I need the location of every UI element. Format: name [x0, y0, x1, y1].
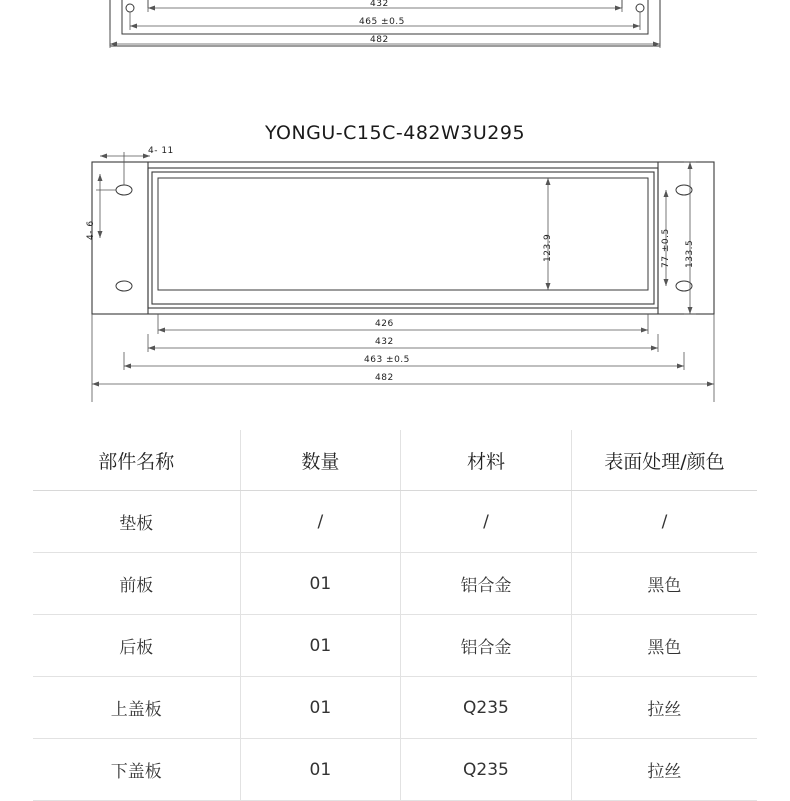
table-header-row	[33, 430, 757, 491]
main-dim-77: 77 ±0.5	[661, 228, 671, 268]
main-dim-133-5: 133.5	[685, 239, 695, 268]
table-cell: Q235	[401, 677, 572, 739]
spec-table	[33, 430, 757, 801]
table-cell: 黑色	[571, 615, 757, 677]
top-dim-432: 432	[370, 0, 389, 9]
table-cell: 01	[240, 553, 401, 615]
table-row	[33, 739, 757, 801]
main-dim-123-9: 123.9	[543, 233, 553, 262]
table-cell: 下盖板	[33, 739, 240, 801]
table-cell: 拉丝	[571, 677, 757, 739]
top-dim-482: 482	[370, 35, 389, 45]
main-dim-463: 463 ±0.5	[364, 355, 410, 365]
table-cell: 01	[240, 677, 401, 739]
table-header-cell: 数量	[240, 430, 401, 491]
main-dim-426: 426	[375, 319, 394, 329]
table-row	[33, 615, 757, 677]
main-drawing	[0, 152, 790, 412]
main-dim-4-6: 4- 6	[86, 220, 96, 240]
table-cell: Q235	[401, 739, 572, 801]
main-dim-482: 482	[375, 373, 394, 383]
table-header-cell: 材料	[401, 430, 572, 491]
table-cell: 前板	[33, 553, 240, 615]
main-dim-4-11: 4- 11	[148, 146, 174, 156]
table-cell: 上盖板	[33, 677, 240, 739]
table-row	[33, 491, 757, 553]
table-header-cell: 表面处理/颜色	[571, 430, 757, 491]
table-cell: /	[571, 491, 757, 553]
table-cell: 01	[240, 615, 401, 677]
product-title: YONGU-C15C-482W3U295	[264, 122, 526, 144]
top-dim-465: 465 ±0.5	[359, 17, 405, 27]
table-cell: 垫板	[33, 491, 240, 553]
table-cell: /	[240, 491, 401, 553]
top-drawing	[0, 0, 790, 68]
table-cell: 拉丝	[571, 739, 757, 801]
table-cell: 铝合金	[401, 553, 572, 615]
table-cell: 铝合金	[401, 615, 572, 677]
table-cell: /	[401, 491, 572, 553]
table-header-cell: 部件名称	[33, 430, 240, 491]
table-cell: 黑色	[571, 553, 757, 615]
main-dim-432: 432	[375, 337, 394, 347]
table-cell: 01	[240, 739, 401, 801]
table-row	[33, 677, 757, 739]
table-cell: 后板	[33, 615, 240, 677]
table-row	[33, 553, 757, 615]
